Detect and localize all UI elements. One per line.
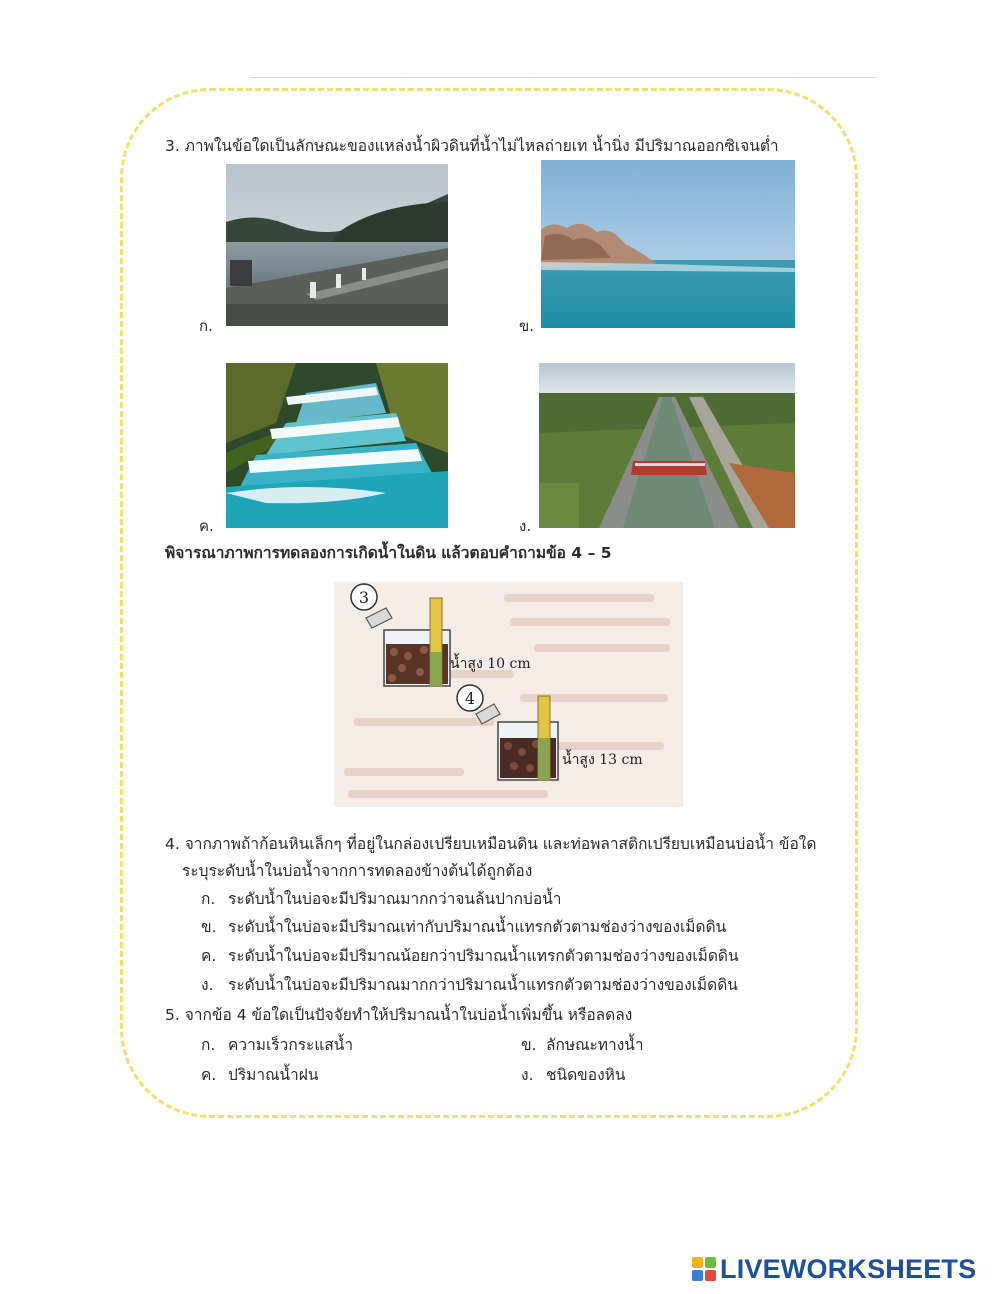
liveworksheets-wordmark: LIVEWORKSHEETS	[720, 1253, 977, 1284]
q4-choice-d-text: ระดับน้ำในบ่อจะมีปริมาณมากกว่าปริมาณน้ำแทรกตัวตามช่องว่างของเม็ดดิน	[228, 976, 738, 994]
liveworksheets-brand	[692, 1252, 976, 1286]
liveworksheets-logo-icon	[692, 1257, 716, 1281]
q4-choice-a-letter: ก.	[201, 890, 216, 908]
q5-choice-b-letter: ข.	[521, 1036, 537, 1054]
q5-choice-a-letter: ก.	[201, 1036, 216, 1054]
step-3-water-level-label: น้ำสูง 10 cm	[450, 656, 531, 672]
step-4-number: 4	[464, 689, 476, 708]
step-4-water-level-label: น้ำสูง 13 cm	[562, 752, 643, 768]
q4-choice-b-text: ระดับน้ำในบ่อจะมีปริมาณเท่ากับปริมาณน้ำแทรกตัวตามช่องว่างของเม็ดดิน	[228, 918, 727, 936]
q3-option-c-letter: ค.	[199, 517, 214, 535]
q4-choice-a-text: ระดับน้ำในบ่อจะมีปริมาณมากกว่าจนล้นปากบ่อน้ำ	[228, 890, 562, 908]
q3-option-a-letter: ก.	[199, 317, 213, 335]
q4-choice-c-letter: ค.	[201, 947, 217, 965]
q5-choice-c-text: ปริมาณน้ำฝน	[228, 1066, 319, 1084]
header-divider	[250, 77, 876, 78]
question-4-line-1: 4. จากภาพถ้าก้อนหินเล็กๆ ที่อยู่ในกล่องเปรียบเหมือนดิน และท่อพลาสติกเปรียบเหมือนบ่อน้ำ ข้อใด	[165, 835, 817, 853]
q5-choice-c-letter: ค.	[201, 1066, 217, 1084]
q5-choice-d-letter: ง.	[521, 1066, 534, 1084]
canal-aerial-photo	[539, 363, 795, 528]
q4-choice-c-text: ระดับน้ำในบ่อจะมีปริมาณน้อยกว่าปริมาณน้ำแทรกตัวตามช่องว่างของเม็ดดิน	[228, 947, 739, 965]
q4-choice-d-letter: ง.	[201, 976, 214, 994]
q3-option-d-letter: ง.	[519, 517, 532, 535]
question-3-text: 3. ภาพในข้อใดเป็นลักษณะของแหล่งน้ำผิวดินที่น้ำไม่ไหลถ่ายเท น้ำนิ่ง มีปริมาณออกซิเจนต่ำ	[165, 137, 779, 155]
q3-option-b-letter: ข.	[519, 317, 535, 335]
reservoir-dam-photo	[226, 164, 448, 326]
question-5-text: 5. จากข้อ 4 ข้อใดเป็นปัจจัยทำให้ปริมาณน้ำในบ่อน้ำเพิ่มขึ้น หรือลดลง	[165, 1006, 633, 1024]
experiment-heading: พิจารณาภาพการทดลองการเกิดน้ำในดิน แล้วตอบคำถามข้อ 4 – 5	[165, 544, 612, 562]
q5-choice-b-text: ลักษณะทางน้ำ	[546, 1036, 644, 1054]
sea-rocks-photo	[541, 160, 795, 328]
step-3-number: 3	[358, 588, 370, 607]
waterfall-photo	[226, 363, 448, 528]
soil-water-experiment-illustration	[334, 582, 683, 807]
q5-choice-d-text: ชนิดของหิน	[546, 1066, 626, 1084]
q5-choice-a-text: ความเร็วกระแสน้ำ	[228, 1036, 354, 1054]
q4-choice-b-letter: ข.	[201, 918, 217, 936]
question-4-line-2: ระบุระดับน้ำในบ่อน้ำจากการทดลองข้างต้นได้ถูกต้อง	[182, 862, 533, 880]
